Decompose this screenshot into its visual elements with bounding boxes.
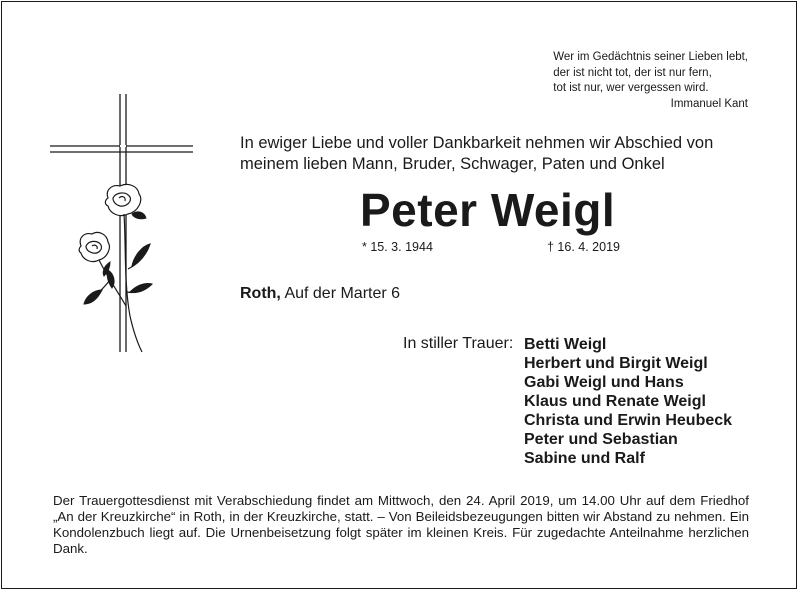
quote-line: Wer im Gedächtnis seiner Lieben lebt, bbox=[553, 51, 748, 63]
death-date: † 16. 4. 2019 bbox=[547, 240, 620, 254]
address-city: Roth, bbox=[240, 285, 281, 302]
mourner-name: Peter und Sebastian bbox=[524, 431, 678, 448]
quote-line: der ist nicht tot, der ist nur fern, bbox=[553, 66, 712, 79]
mourner-name: Gabi Weigl und Hans bbox=[524, 374, 684, 391]
mourner-name: Sabine und Ralf bbox=[524, 450, 645, 467]
cross-with-roses-icon bbox=[50, 94, 200, 359]
birth-date: * 15. 3. 1944 bbox=[362, 240, 433, 254]
service-details: Der Trauergottesdienst mit Verabschiedung findet am Mittwoch, den 24. April 2019, um 14.00 Uhr auf dem Friedhof „An der Kreuzkirche“ in Roth, in der Kreuzkirche, statt. – Von Beileidsbezeugungen bitten wir Abstand zu nehmen. Ein Kondolenzbuch liegt auf. Die Urnenbeisetzung folgt später im kleinen Kreis. Für zugedachte Anteilnahme herzlichen Dank. bbox=[53, 493, 749, 556]
quote-author: Immanuel Kant bbox=[670, 97, 748, 110]
kant-quote bbox=[553, 50, 748, 112]
mourner-name: Christa und Erwin Heubeck bbox=[524, 412, 733, 429]
intro-text: In ewiger Liebe und voller Dankbarkeit nehmen wir Abschied von meinem lieben Mann, Bruder, Schwager, Paten und Onkel bbox=[240, 134, 714, 173]
mourners-list bbox=[524, 335, 732, 468]
quote-line: tot ist nur, wer vergessen wird. bbox=[553, 82, 709, 94]
mourner-name: Herbert und Birgit Weigl bbox=[524, 355, 708, 372]
mourning-label: In stiller Trauer: bbox=[403, 335, 514, 352]
mourner-name: Klaus und Renate Weigl bbox=[524, 393, 706, 410]
mourner-name: Betti Weigl bbox=[524, 336, 607, 353]
address bbox=[240, 285, 400, 303]
address-street: Auf der Marter 6 bbox=[284, 285, 401, 302]
deceased-name: Peter Weigl bbox=[360, 184, 616, 236]
